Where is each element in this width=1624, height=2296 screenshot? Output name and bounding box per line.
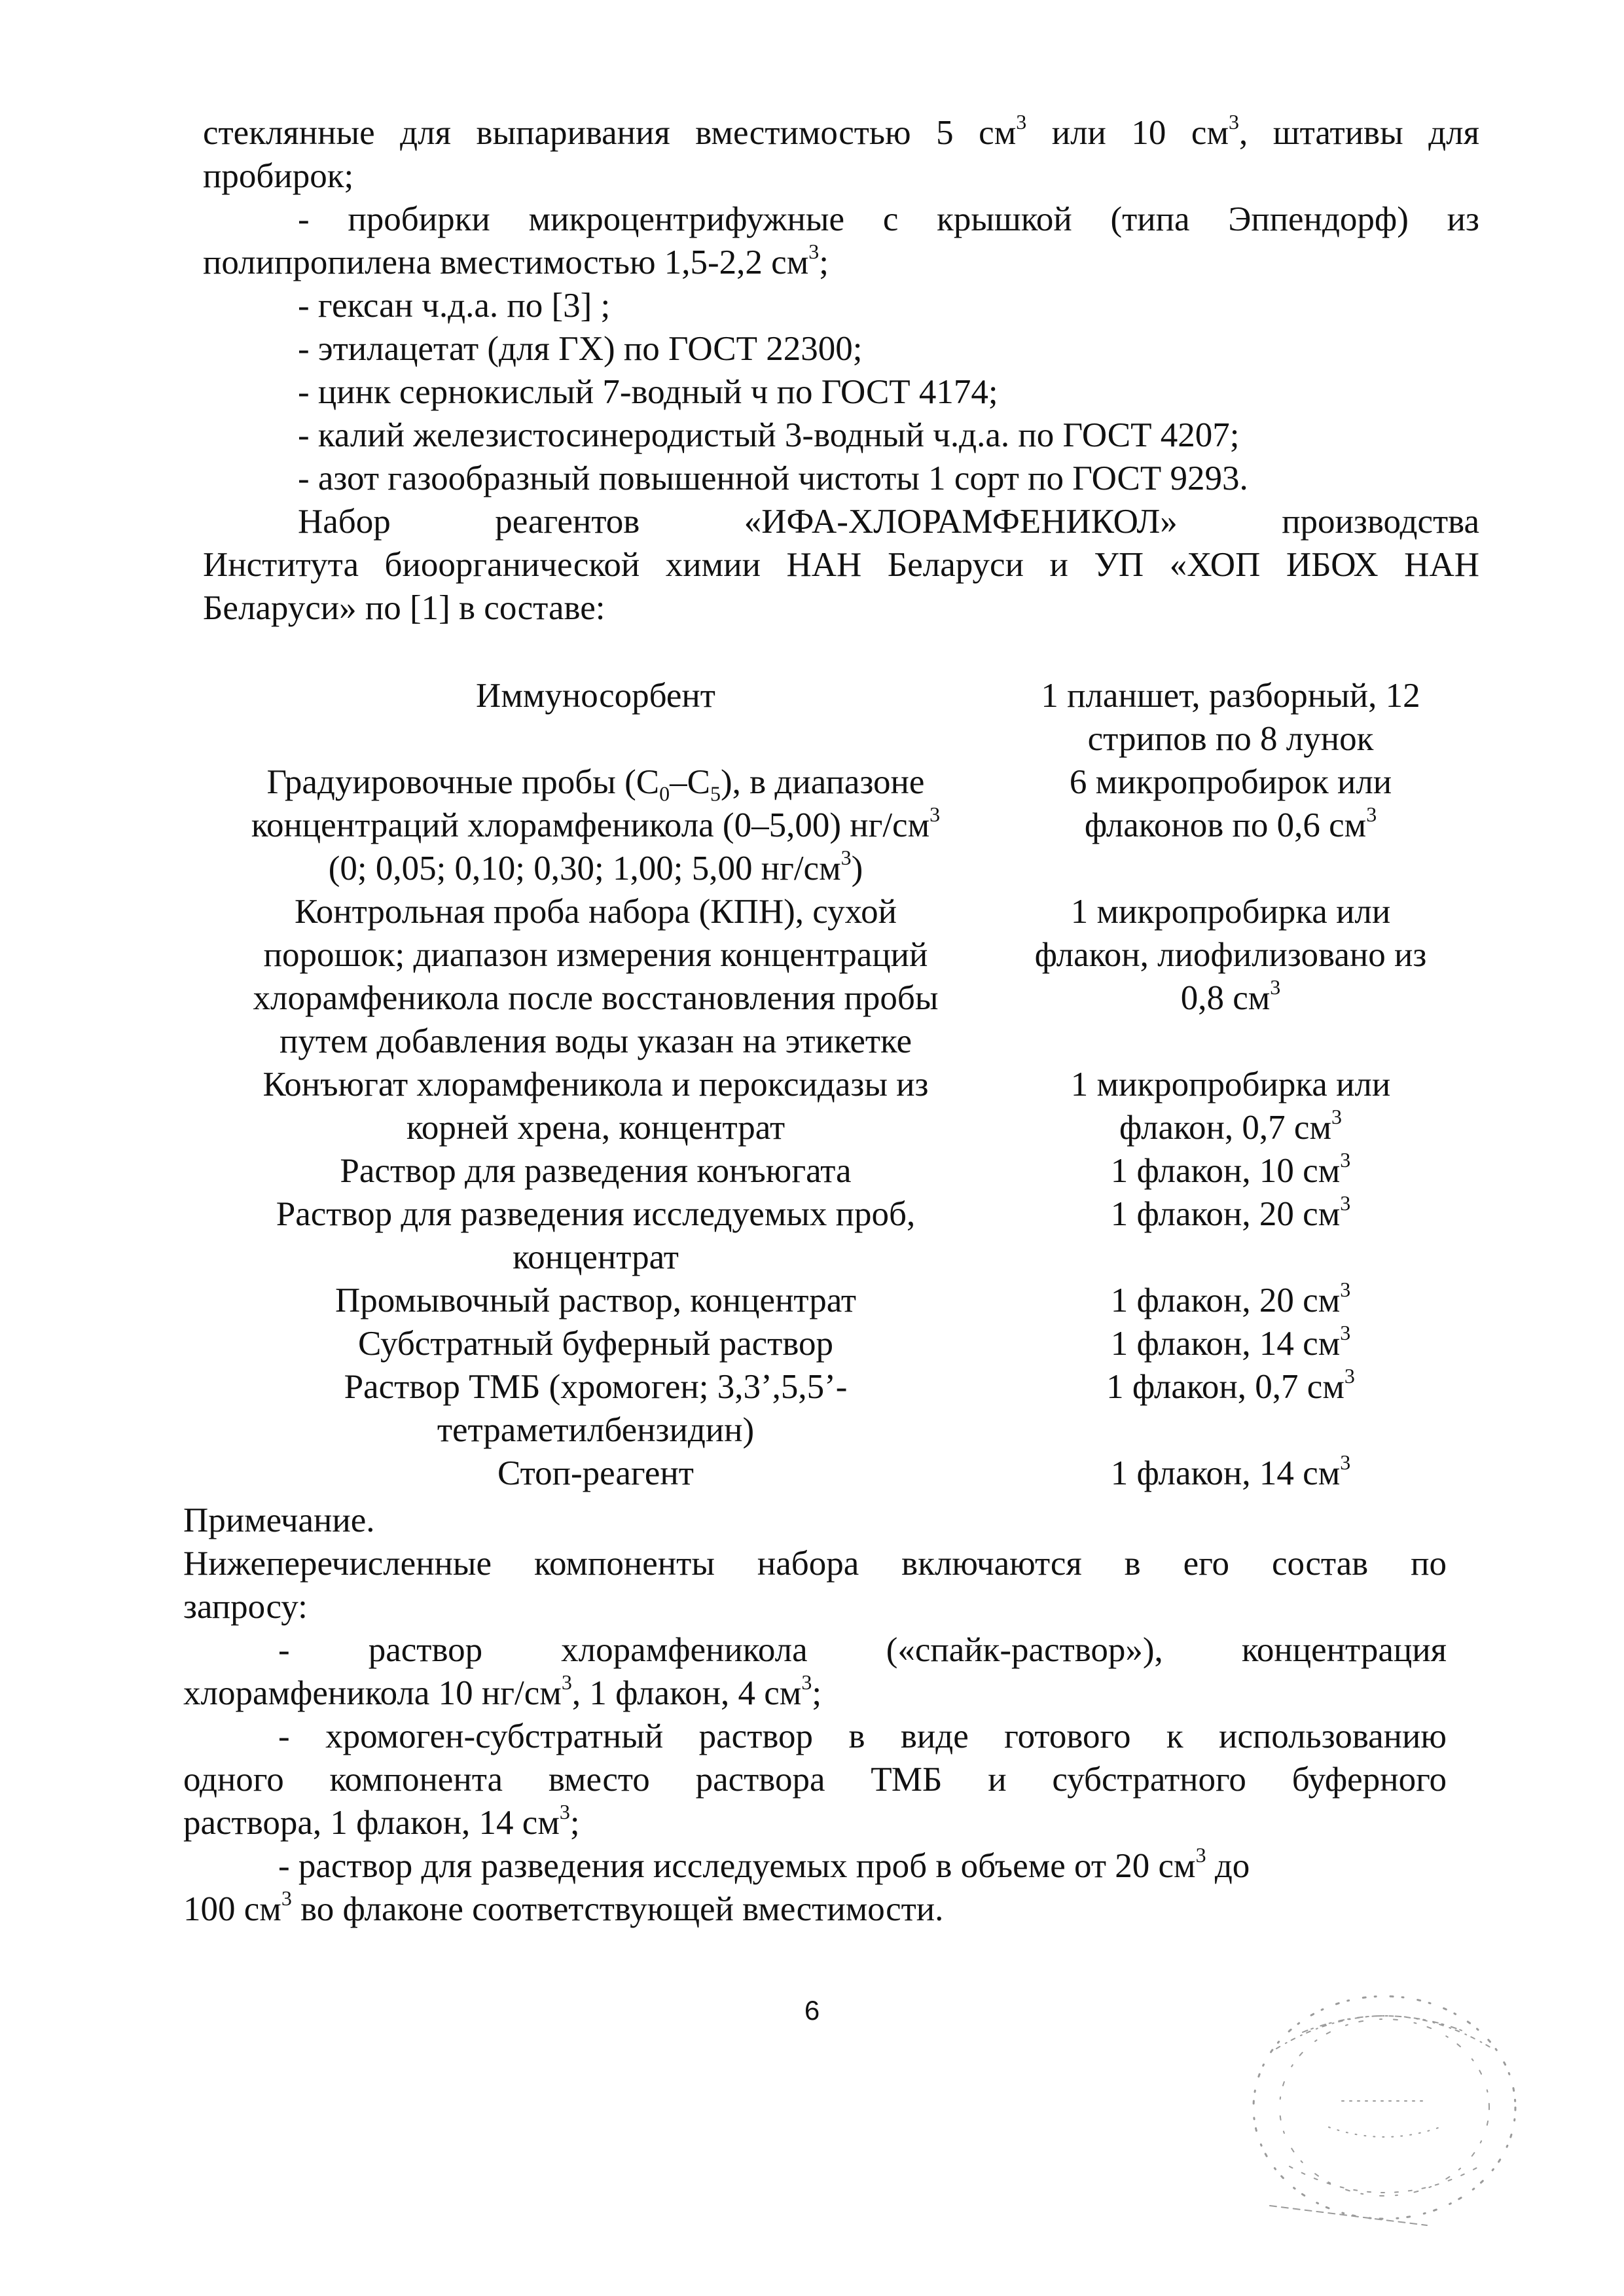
table-cell: 1 флакон, 20 $см^3$	[1110, 1191, 1351, 1233]
list-item: - азот газообразный повышенной чистоты 1 сорт по ГОСТ 9293.	[298, 459, 1248, 497]
text-line: - пробирки микроцентрифужные с крышкой (типа Эппендорф) из	[298, 200, 1479, 238]
page-number: 6	[804, 1995, 820, 2026]
table-cell: тетраметилбензидин)	[437, 1411, 755, 1449]
table-cell: корней хрена, концентрат	[406, 1109, 785, 1147]
text-line: запросу:	[183, 1588, 308, 1626]
table-cell: 1 флакон, 20 $см^3$	[1110, 1278, 1351, 1319]
faded-round-seal-icon	[1231, 1970, 1538, 2232]
table-cell: 1 флакон, 14 $см^3$	[1110, 1321, 1351, 1363]
list-item: - этилацетат (для ГХ) по ГОСТ 22300;	[298, 330, 863, 368]
note-title: Примечание.	[183, 1501, 375, 1539]
table-cell: Раствор для разведения конъюгата	[340, 1152, 852, 1190]
table-cell: концентрат	[513, 1238, 679, 1276]
text-line: - раствор хлорамфеникола («спайк-раствор»), концентрация	[278, 1631, 1447, 1669]
table-cell: 1 микропробирка или	[1070, 1066, 1391, 1103]
table-cell: 1 планшет, разборный, 12	[1041, 677, 1420, 715]
table-cell: 6 микропробирок или	[1069, 763, 1392, 801]
table-cell: Конъюгат хлорамфеникола и пероксидазы из	[262, 1066, 929, 1103]
list-item: - калий железистосинеродистый 3-водный ч.д.а. по ГОСТ 4207;	[298, 416, 1240, 454]
table-cell: 0,8 $см^3$	[1180, 975, 1281, 1017]
text-line: Нижеперечисленные компоненты набора включаются в его состав по	[183, 1545, 1447, 1583]
list-item: - цинк сернокислый 7-водный ч по ГОСТ 4174;	[298, 373, 998, 411]
text-line: хлорамфеникола 10 $нг/см^3$, 1 флакон, 4 $см^3$;	[183, 1670, 822, 1712]
text-line: Беларуси» по [1] в составе:	[203, 589, 605, 627]
text-line: Института биоорганической химии НАН Беларуси и УП «ХОП ИБОХ НАН	[203, 546, 1479, 584]
text-line: - хромоген-субстратный раствор в виде готового к использованию	[278, 1717, 1447, 1755]
table-cell: 1 микропробирка или	[1070, 893, 1391, 931]
table-cell: флаконов по 0,6 $см^3$	[1084, 802, 1377, 844]
table-cell: Контрольная проба набора (КПН), сухой	[295, 893, 897, 931]
table-cell: флакон, 0,7 $см^3$	[1119, 1105, 1342, 1147]
table-cell: хлорамфеникола после восстановления пробы	[253, 979, 939, 1017]
table-cell: Градуировочные пробы $(С_0-С_5)$, в диапазоне	[266, 763, 925, 806]
table-cell: путем добавления воды указан на этикетке	[280, 1022, 912, 1060]
table-cell: порошок; диапазон измерения концентраций	[263, 936, 928, 974]
text-line: 100 $см^3$ во флаконе соответствующей вместимости.	[183, 1886, 944, 1928]
table-cell: 1 флакон, 14 $см^3$	[1110, 1450, 1351, 1492]
text-line: пробирок;	[203, 157, 354, 195]
list-item: - гексан ч.д.а. по [3] ;	[298, 287, 611, 325]
table-cell: флакон, лиофилизовано из	[1034, 936, 1427, 974]
table-cell: Стоп-реагент	[497, 1454, 694, 1492]
table-cell: 1 флакон, 0,7 $см^3$	[1106, 1364, 1355, 1406]
text-line: - раствор для разведения исследуемых проб в объеме от 20 $см^3$ до	[278, 1843, 1250, 1885]
table-cell: 1 флакон, 10 $см^3$	[1110, 1148, 1351, 1190]
table-cell: Иммуносорбент	[476, 677, 715, 715]
text-line: полипропилена вместимостью 1,5-2,2 $см^3$;	[203, 240, 829, 281]
table-cell: Раствор для разведения исследуемых проб,	[276, 1195, 916, 1233]
table-cell: Раствор ТМБ (хромоген; 3,3’,5,5’-	[344, 1368, 848, 1406]
table-cell: Субстратный буферный раствор	[358, 1325, 833, 1363]
table-cell: концентраций хлорамфеникола (0–5,00) $нг/см^3$	[251, 802, 941, 844]
table-cell: (0; 0,05; 0,10; 0,30; 1,00; 5,00 $нг/см^3$)	[328, 846, 863, 888]
text-line: стеклянные для выпаривания вместимостью 5 $см^3$ или 10 $см^3$, штативы для	[203, 110, 1479, 152]
text-line: Набор реагентов «ИФА-ХЛОРАМФЕНИКОЛ» производства	[298, 503, 1479, 541]
table-cell: Промывочный раствор, концентрат	[334, 1282, 857, 1319]
table-cell: стрипов по 8 лунок	[1087, 720, 1374, 758]
text-line: раствора, 1 флакон, 14 $см^3$;	[183, 1800, 580, 1842]
text-line: одного компонента вместо раствора ТМБ и субстратного буферного	[183, 1761, 1447, 1799]
